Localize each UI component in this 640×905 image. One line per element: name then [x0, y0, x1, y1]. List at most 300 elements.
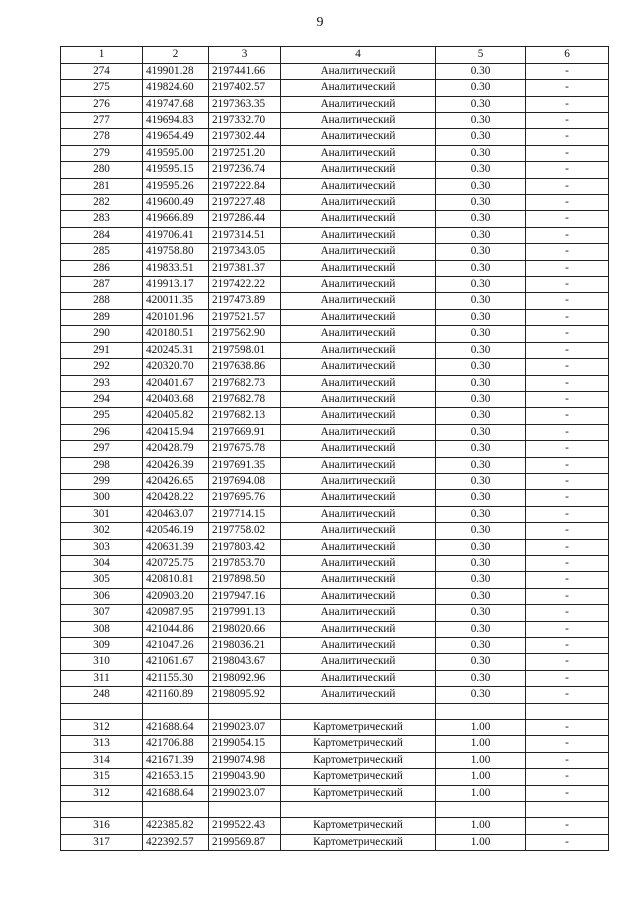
note-cell: -	[526, 441, 609, 457]
note-cell: -	[526, 687, 609, 703]
x-coordinate-cell: 419901.28	[143, 63, 209, 79]
empty-cell	[209, 802, 281, 818]
accuracy-cell: 0.30	[436, 63, 526, 79]
method-cell: Картометрический	[281, 834, 436, 850]
table-row	[61, 326, 609, 342]
method-cell: Аналитический	[281, 260, 436, 276]
note-cell: -	[526, 457, 609, 473]
accuracy-cell: 0.30	[436, 457, 526, 473]
accuracy-cell: 0.30	[436, 654, 526, 670]
accuracy-cell: 0.30	[436, 162, 526, 178]
note-cell: -	[526, 408, 609, 424]
method-cell: Аналитический	[281, 621, 436, 637]
note-cell: -	[526, 670, 609, 686]
method-cell: Аналитический	[281, 506, 436, 522]
note-cell: -	[526, 391, 609, 407]
y-coordinate-cell: 2197473.89	[209, 293, 281, 309]
y-coordinate-cell: 2197638.86	[209, 359, 281, 375]
note-cell: -	[526, 195, 609, 211]
point-number-cell: 289	[61, 309, 143, 325]
point-number-cell: 279	[61, 145, 143, 161]
point-number-cell: 312	[61, 720, 143, 736]
point-number-cell: 288	[61, 293, 143, 309]
table-row	[61, 785, 609, 801]
accuracy-cell: 0.30	[436, 342, 526, 358]
y-coordinate-cell: 2198092.96	[209, 670, 281, 686]
note-cell: -	[526, 63, 609, 79]
point-number-cell: 296	[61, 424, 143, 440]
accuracy-cell: 1.00	[436, 818, 526, 834]
method-cell: Аналитический	[281, 277, 436, 293]
note-cell: -	[526, 654, 609, 670]
table-row	[61, 539, 609, 555]
x-coordinate-cell: 421688.64	[143, 720, 209, 736]
method-cell: Аналитический	[281, 408, 436, 424]
table-row	[61, 244, 609, 260]
note-cell: -	[526, 523, 609, 539]
accuracy-cell: 1.00	[436, 834, 526, 850]
y-coordinate-cell: 2199522.43	[209, 818, 281, 834]
x-coordinate-cell: 419666.89	[143, 211, 209, 227]
method-cell: Аналитический	[281, 490, 436, 506]
method-cell: Картометрический	[281, 752, 436, 768]
y-coordinate-cell: 2197521.57	[209, 309, 281, 325]
point-number-cell: 315	[61, 769, 143, 785]
point-number-cell: 308	[61, 621, 143, 637]
x-coordinate-cell: 419595.15	[143, 162, 209, 178]
table-row	[61, 178, 609, 194]
x-coordinate-cell: 420415.94	[143, 424, 209, 440]
point-number-cell: 283	[61, 211, 143, 227]
note-cell: -	[526, 752, 609, 768]
point-number-cell: 248	[61, 687, 143, 703]
table-row	[61, 588, 609, 604]
point-number-cell: 276	[61, 96, 143, 112]
point-number-cell: 306	[61, 588, 143, 604]
table-row	[61, 473, 609, 489]
empty-cell	[209, 703, 281, 719]
accuracy-cell: 0.30	[436, 195, 526, 211]
note-cell: -	[526, 244, 609, 260]
empty-cell	[526, 802, 609, 818]
method-cell: Аналитический	[281, 375, 436, 391]
accuracy-cell: 0.30	[436, 621, 526, 637]
point-number-cell: 312	[61, 785, 143, 801]
note-cell: -	[526, 621, 609, 637]
y-coordinate-cell: 2197803.42	[209, 539, 281, 555]
accuracy-cell: 0.30	[436, 309, 526, 325]
point-number-cell: 295	[61, 408, 143, 424]
method-cell: Аналитический	[281, 441, 436, 457]
x-coordinate-cell: 419595.26	[143, 178, 209, 194]
x-coordinate-cell: 420725.75	[143, 555, 209, 571]
accuracy-cell: 0.30	[436, 523, 526, 539]
x-coordinate-cell: 420011.35	[143, 293, 209, 309]
note-cell: -	[526, 720, 609, 736]
x-coordinate-cell: 422392.57	[143, 834, 209, 850]
point-number-cell: 317	[61, 834, 143, 850]
method-cell: Аналитический	[281, 342, 436, 358]
accuracy-cell: 0.30	[436, 605, 526, 621]
table-row	[61, 227, 609, 243]
accuracy-cell: 0.30	[436, 178, 526, 194]
table-row	[61, 162, 609, 178]
table-row	[61, 211, 609, 227]
point-number-cell: 301	[61, 506, 143, 522]
accuracy-cell: 0.30	[436, 638, 526, 654]
note-cell: -	[526, 326, 609, 342]
accuracy-cell: 0.30	[436, 113, 526, 129]
note-cell: -	[526, 309, 609, 325]
method-cell: Аналитический	[281, 211, 436, 227]
accuracy-cell: 0.30	[436, 260, 526, 276]
table-row	[61, 687, 609, 703]
table-row	[61, 195, 609, 211]
x-coordinate-cell: 420426.39	[143, 457, 209, 473]
table-row	[61, 260, 609, 276]
point-number-cell: 297	[61, 441, 143, 457]
point-number-cell: 275	[61, 80, 143, 96]
x-coordinate-cell: 420428.79	[143, 441, 209, 457]
y-coordinate-cell: 2197286.44	[209, 211, 281, 227]
method-cell: Аналитический	[281, 195, 436, 211]
x-coordinate-cell: 419833.51	[143, 260, 209, 276]
x-coordinate-cell: 421047.26	[143, 638, 209, 654]
note-cell: -	[526, 539, 609, 555]
empty-cell	[61, 802, 143, 818]
y-coordinate-cell: 2198020.66	[209, 621, 281, 637]
method-cell: Аналитический	[281, 63, 436, 79]
accuracy-cell: 0.30	[436, 244, 526, 260]
x-coordinate-cell: 420463.07	[143, 506, 209, 522]
accuracy-cell: 0.30	[436, 277, 526, 293]
y-coordinate-cell: 2197682.78	[209, 391, 281, 407]
point-number-cell: 278	[61, 129, 143, 145]
x-coordinate-cell: 420426.65	[143, 473, 209, 489]
method-cell: Аналитический	[281, 523, 436, 539]
accuracy-cell: 0.30	[436, 293, 526, 309]
table-body	[61, 47, 609, 851]
y-coordinate-cell: 2199023.07	[209, 720, 281, 736]
method-cell: Картометрический	[281, 736, 436, 752]
note-cell: -	[526, 145, 609, 161]
y-coordinate-cell: 2199074.98	[209, 752, 281, 768]
accuracy-cell: 0.30	[436, 670, 526, 686]
y-coordinate-cell: 2197691.35	[209, 457, 281, 473]
method-cell: Аналитический	[281, 555, 436, 571]
y-coordinate-cell: 2197682.73	[209, 375, 281, 391]
x-coordinate-cell: 421155.30	[143, 670, 209, 686]
accuracy-cell: 0.30	[436, 391, 526, 407]
note-cell: -	[526, 260, 609, 276]
method-cell: Аналитический	[281, 96, 436, 112]
method-cell: Аналитический	[281, 572, 436, 588]
x-coordinate-cell: 420403.68	[143, 391, 209, 407]
table-row	[61, 818, 609, 834]
x-coordinate-cell: 421688.64	[143, 785, 209, 801]
point-number-cell: 311	[61, 670, 143, 686]
note-cell: -	[526, 80, 609, 96]
empty-cell	[143, 802, 209, 818]
y-coordinate-cell: 2197682.13	[209, 408, 281, 424]
y-coordinate-cell: 2197236.74	[209, 162, 281, 178]
x-coordinate-cell: 421706.88	[143, 736, 209, 752]
y-coordinate-cell: 2197222.84	[209, 178, 281, 194]
table-row	[61, 309, 609, 325]
method-cell: Аналитический	[281, 359, 436, 375]
x-coordinate-cell: 420101.96	[143, 309, 209, 325]
table-row	[61, 342, 609, 358]
x-coordinate-cell: 420245.31	[143, 342, 209, 358]
point-number-cell: 291	[61, 342, 143, 358]
y-coordinate-cell: 2198043.67	[209, 654, 281, 670]
accuracy-cell: 1.00	[436, 736, 526, 752]
y-coordinate-cell: 2199043.90	[209, 769, 281, 785]
point-number-cell: 277	[61, 113, 143, 129]
y-coordinate-cell: 2198095.92	[209, 687, 281, 703]
x-coordinate-cell: 420405.82	[143, 408, 209, 424]
column-header: 4	[281, 47, 436, 64]
accuracy-cell: 0.30	[436, 375, 526, 391]
point-number-cell: 274	[61, 63, 143, 79]
method-cell: Аналитический	[281, 457, 436, 473]
method-cell: Аналитический	[281, 113, 436, 129]
x-coordinate-cell: 421044.86	[143, 621, 209, 637]
column-header: 6	[526, 47, 609, 64]
accuracy-cell: 0.30	[436, 211, 526, 227]
table-row	[61, 96, 609, 112]
note-cell: -	[526, 359, 609, 375]
point-number-cell: 313	[61, 736, 143, 752]
note-cell: -	[526, 129, 609, 145]
table-row	[61, 490, 609, 506]
accuracy-cell: 0.30	[436, 441, 526, 457]
y-coordinate-cell: 2197598.01	[209, 342, 281, 358]
point-number-cell: 303	[61, 539, 143, 555]
y-coordinate-cell: 2197441.66	[209, 63, 281, 79]
note-cell: -	[526, 162, 609, 178]
column-header: 2	[143, 47, 209, 64]
point-number-cell: 307	[61, 605, 143, 621]
table-spacer-row	[61, 802, 609, 818]
table-row	[61, 129, 609, 145]
note-cell: -	[526, 506, 609, 522]
point-number-cell: 294	[61, 391, 143, 407]
x-coordinate-cell: 419747.68	[143, 96, 209, 112]
note-cell: -	[526, 227, 609, 243]
point-number-cell: 290	[61, 326, 143, 342]
column-header: 1	[61, 47, 143, 64]
table-row	[61, 359, 609, 375]
x-coordinate-cell: 422385.82	[143, 818, 209, 834]
y-coordinate-cell: 2199023.07	[209, 785, 281, 801]
note-cell: -	[526, 424, 609, 440]
empty-cell	[436, 703, 526, 719]
note-cell: -	[526, 342, 609, 358]
table-row	[61, 572, 609, 588]
method-cell: Картометрический	[281, 769, 436, 785]
table-row	[61, 63, 609, 79]
method-cell: Картометрический	[281, 785, 436, 801]
table-row	[61, 769, 609, 785]
y-coordinate-cell: 2197695.76	[209, 490, 281, 506]
y-coordinate-cell: 2197314.51	[209, 227, 281, 243]
accuracy-cell: 0.30	[436, 227, 526, 243]
x-coordinate-cell: 420546.19	[143, 523, 209, 539]
method-cell: Аналитический	[281, 293, 436, 309]
accuracy-cell: 0.30	[436, 96, 526, 112]
point-number-cell: 305	[61, 572, 143, 588]
point-number-cell: 299	[61, 473, 143, 489]
y-coordinate-cell: 2199569.87	[209, 834, 281, 850]
point-number-cell: 310	[61, 654, 143, 670]
method-cell: Аналитический	[281, 670, 436, 686]
coordinates-table	[60, 46, 609, 851]
x-coordinate-cell: 420180.51	[143, 326, 209, 342]
table-row	[61, 457, 609, 473]
x-coordinate-cell: 420401.67	[143, 375, 209, 391]
y-coordinate-cell: 2199054.15	[209, 736, 281, 752]
y-coordinate-cell: 2197363.35	[209, 96, 281, 112]
table-row	[61, 834, 609, 850]
point-number-cell: 304	[61, 555, 143, 571]
note-cell: -	[526, 277, 609, 293]
empty-cell	[61, 703, 143, 719]
note-cell: -	[526, 375, 609, 391]
table-row	[61, 638, 609, 654]
method-cell: Аналитический	[281, 391, 436, 407]
x-coordinate-cell: 419913.17	[143, 277, 209, 293]
point-number-cell: 285	[61, 244, 143, 260]
method-cell: Картометрический	[281, 720, 436, 736]
point-number-cell: 314	[61, 752, 143, 768]
y-coordinate-cell: 2197343.05	[209, 244, 281, 260]
table-row	[61, 670, 609, 686]
point-number-cell: 280	[61, 162, 143, 178]
table-row	[61, 293, 609, 309]
note-cell: -	[526, 736, 609, 752]
x-coordinate-cell: 421653.15	[143, 769, 209, 785]
method-cell: Аналитический	[281, 539, 436, 555]
y-coordinate-cell: 2197381.37	[209, 260, 281, 276]
table-row	[61, 145, 609, 161]
x-coordinate-cell: 419694.83	[143, 113, 209, 129]
method-cell: Аналитический	[281, 80, 436, 96]
point-number-cell: 287	[61, 277, 143, 293]
y-coordinate-cell: 2197227.48	[209, 195, 281, 211]
method-cell: Аналитический	[281, 244, 436, 260]
table-row	[61, 720, 609, 736]
method-cell: Аналитический	[281, 588, 436, 604]
table-row	[61, 605, 609, 621]
y-coordinate-cell: 2198036.21	[209, 638, 281, 654]
point-number-cell: 302	[61, 523, 143, 539]
accuracy-cell: 0.30	[436, 359, 526, 375]
method-cell: Аналитический	[281, 638, 436, 654]
x-coordinate-cell: 421671.39	[143, 752, 209, 768]
table-row	[61, 113, 609, 129]
method-cell: Аналитический	[281, 162, 436, 178]
table-row	[61, 654, 609, 670]
method-cell: Картометрический	[281, 818, 436, 834]
y-coordinate-cell: 2197251.20	[209, 145, 281, 161]
table-row	[61, 424, 609, 440]
point-number-cell: 309	[61, 638, 143, 654]
note-cell: -	[526, 605, 609, 621]
note-cell: -	[526, 769, 609, 785]
accuracy-cell: 0.30	[436, 408, 526, 424]
table-row	[61, 408, 609, 424]
y-coordinate-cell: 2197675.78	[209, 441, 281, 457]
x-coordinate-cell: 419758.80	[143, 244, 209, 260]
y-coordinate-cell: 2197853.70	[209, 555, 281, 571]
table-row	[61, 621, 609, 637]
y-coordinate-cell: 2197991.13	[209, 605, 281, 621]
accuracy-cell: 0.30	[436, 473, 526, 489]
method-cell: Аналитический	[281, 654, 436, 670]
empty-cell	[143, 703, 209, 719]
table-row	[61, 752, 609, 768]
table-row	[61, 555, 609, 571]
x-coordinate-cell: 421061.67	[143, 654, 209, 670]
y-coordinate-cell: 2197302.44	[209, 129, 281, 145]
x-coordinate-cell: 421160.89	[143, 687, 209, 703]
column-header: 3	[209, 47, 281, 64]
method-cell: Аналитический	[281, 309, 436, 325]
note-cell: -	[526, 113, 609, 129]
point-number-cell: 286	[61, 260, 143, 276]
page-number: 9	[316, 15, 324, 30]
note-cell: -	[526, 818, 609, 834]
point-number-cell: 282	[61, 195, 143, 211]
accuracy-cell: 0.30	[436, 555, 526, 571]
method-cell: Аналитический	[281, 605, 436, 621]
note-cell: -	[526, 473, 609, 489]
empty-cell	[526, 703, 609, 719]
note-cell: -	[526, 178, 609, 194]
accuracy-cell: 1.00	[436, 769, 526, 785]
table-row	[61, 506, 609, 522]
point-number-cell: 281	[61, 178, 143, 194]
accuracy-cell: 0.30	[436, 424, 526, 440]
table-row	[61, 80, 609, 96]
note-cell: -	[526, 638, 609, 654]
table-row	[61, 736, 609, 752]
note-cell: -	[526, 555, 609, 571]
x-coordinate-cell: 420810.81	[143, 572, 209, 588]
accuracy-cell: 1.00	[436, 785, 526, 801]
note-cell: -	[526, 588, 609, 604]
method-cell: Аналитический	[281, 178, 436, 194]
method-cell: Аналитический	[281, 227, 436, 243]
method-cell: Аналитический	[281, 129, 436, 145]
note-cell: -	[526, 96, 609, 112]
x-coordinate-cell: 420903.20	[143, 588, 209, 604]
method-cell: Аналитический	[281, 687, 436, 703]
accuracy-cell: 0.30	[436, 506, 526, 522]
y-coordinate-cell: 2197669.91	[209, 424, 281, 440]
table-row	[61, 277, 609, 293]
y-coordinate-cell: 2197714.15	[209, 506, 281, 522]
method-cell: Аналитический	[281, 424, 436, 440]
note-cell: -	[526, 211, 609, 227]
x-coordinate-cell: 419595.00	[143, 145, 209, 161]
x-coordinate-cell: 420320.70	[143, 359, 209, 375]
y-coordinate-cell: 2197402.57	[209, 80, 281, 96]
point-number-cell: 292	[61, 359, 143, 375]
accuracy-cell: 0.30	[436, 129, 526, 145]
x-coordinate-cell: 419824.60	[143, 80, 209, 96]
